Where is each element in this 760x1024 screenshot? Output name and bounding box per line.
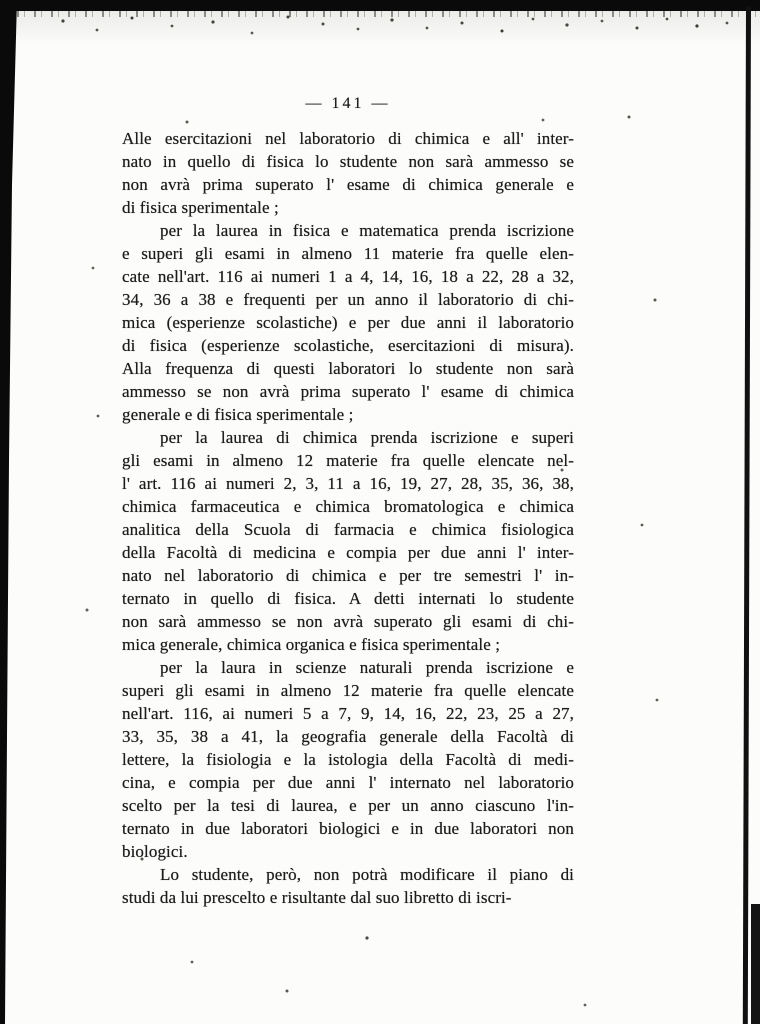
text-line: non avrà prima superato l' esame di chimica generale e [122,175,574,194]
text-line: generale e di fisica sperimentale ; [122,405,354,424]
text-line: per la laurea in fisica e matematica prenda iscrizione [160,221,574,240]
text-line: Alle esercitazioni nel laboratorio di chimica e all' inter- [122,129,574,148]
text-line: analitica della Scuola di farmacia e chimica fisiologica [122,520,574,539]
text-line: ammesso se non avrà prima superato l' esame di chimica [122,382,574,401]
text-line: e superi gli esami in almeno 11 materie fra quelle elen- [122,244,574,263]
text-line: non sarà ammesso se non avrà superato gli esami di chi- [122,612,574,631]
text-line: studi da lui prescelto e risultante dal suo libretto di iscri- [122,888,512,907]
text-line: ternato in quello di fisica. A detti internati lo studente [122,589,574,608]
text-line: per la laurea di chimica prenda iscrizione e superi [160,428,574,447]
text-line: della Facoltà di medicina e compia per due anni l' inter- [122,543,574,562]
scan-edge-top [0,0,760,11]
text-line: l' art. 116 ai numeri 2, 3, 11 a 16, 19, 27, 28, 35, 36, 38, [122,474,574,493]
text-line: 33, 35, 38 a 41, la geografia generale della Facoltà di [122,727,574,746]
text-line: di fisica (esperienze scolastiche, esercitazioni di misura). [122,336,574,355]
text-line: nato in quello di fisica lo studente non sarà ammesso se [122,152,574,171]
text-line: di fisica sperimentale ; [122,198,279,217]
text-line: nato nel laboratorio di chimica e per tre semestri l' in- [122,566,574,585]
text-line: cate nell'art. 116 ai numeri 1 a 4, 14, 16, 18 a 22, 28 a 32, [122,267,574,286]
text-line: chimica farmaceutica e chimica bromatologica e chimica [122,497,574,516]
text-line: Lo studente, però, non potrà modificare il piano di [160,865,574,884]
page-number: — 141 — [305,95,391,112]
scan-edge-right-bottom [751,904,760,1024]
text-line: Alla frequenza di questi laboratori lo studente non sarà [122,359,574,378]
scan-edge-top-ragged [0,11,760,17]
text-line: 34, 36 a 38 e frequenti per un anno il laboratorio di chi- [122,290,574,309]
text-line: gli esami in almeno 12 materie fra quelle elencate nel- [122,451,574,470]
scan-speckles [0,0,2,2]
text-line: biologici. [122,842,188,861]
text-line: superi gli esami in almeno 12 materie fra quelle elencate [122,681,574,700]
text-line: lettere, la fisiologia e la istologia della Facoltà di medi- [122,750,574,769]
text-line: mica (esperienze scolastiche) e per due anni il laboratorio [122,313,574,332]
scan-gutter-left [0,0,18,1024]
text-line: ternato in due laboratori biologici e in due laboratori non [122,819,574,838]
text-block [122,127,574,909]
scan-edge-right-line [743,6,751,1024]
text-line: cina, e compia per due anni l' internato nel laboratorio [122,773,574,792]
text-line: mica generale, chimica organica e fisica sperimentale ; [122,635,501,654]
text-line: scelto per la tesi di laurea, e per un anno ciascuno l'in- [122,796,574,815]
text-line: nell'art. 116, ai numeri 5 a 7, 9, 14, 16, 22, 23, 25 a 27, [122,704,574,723]
text-line: per la laura in scienze naturali prenda iscrizione e [160,658,574,677]
